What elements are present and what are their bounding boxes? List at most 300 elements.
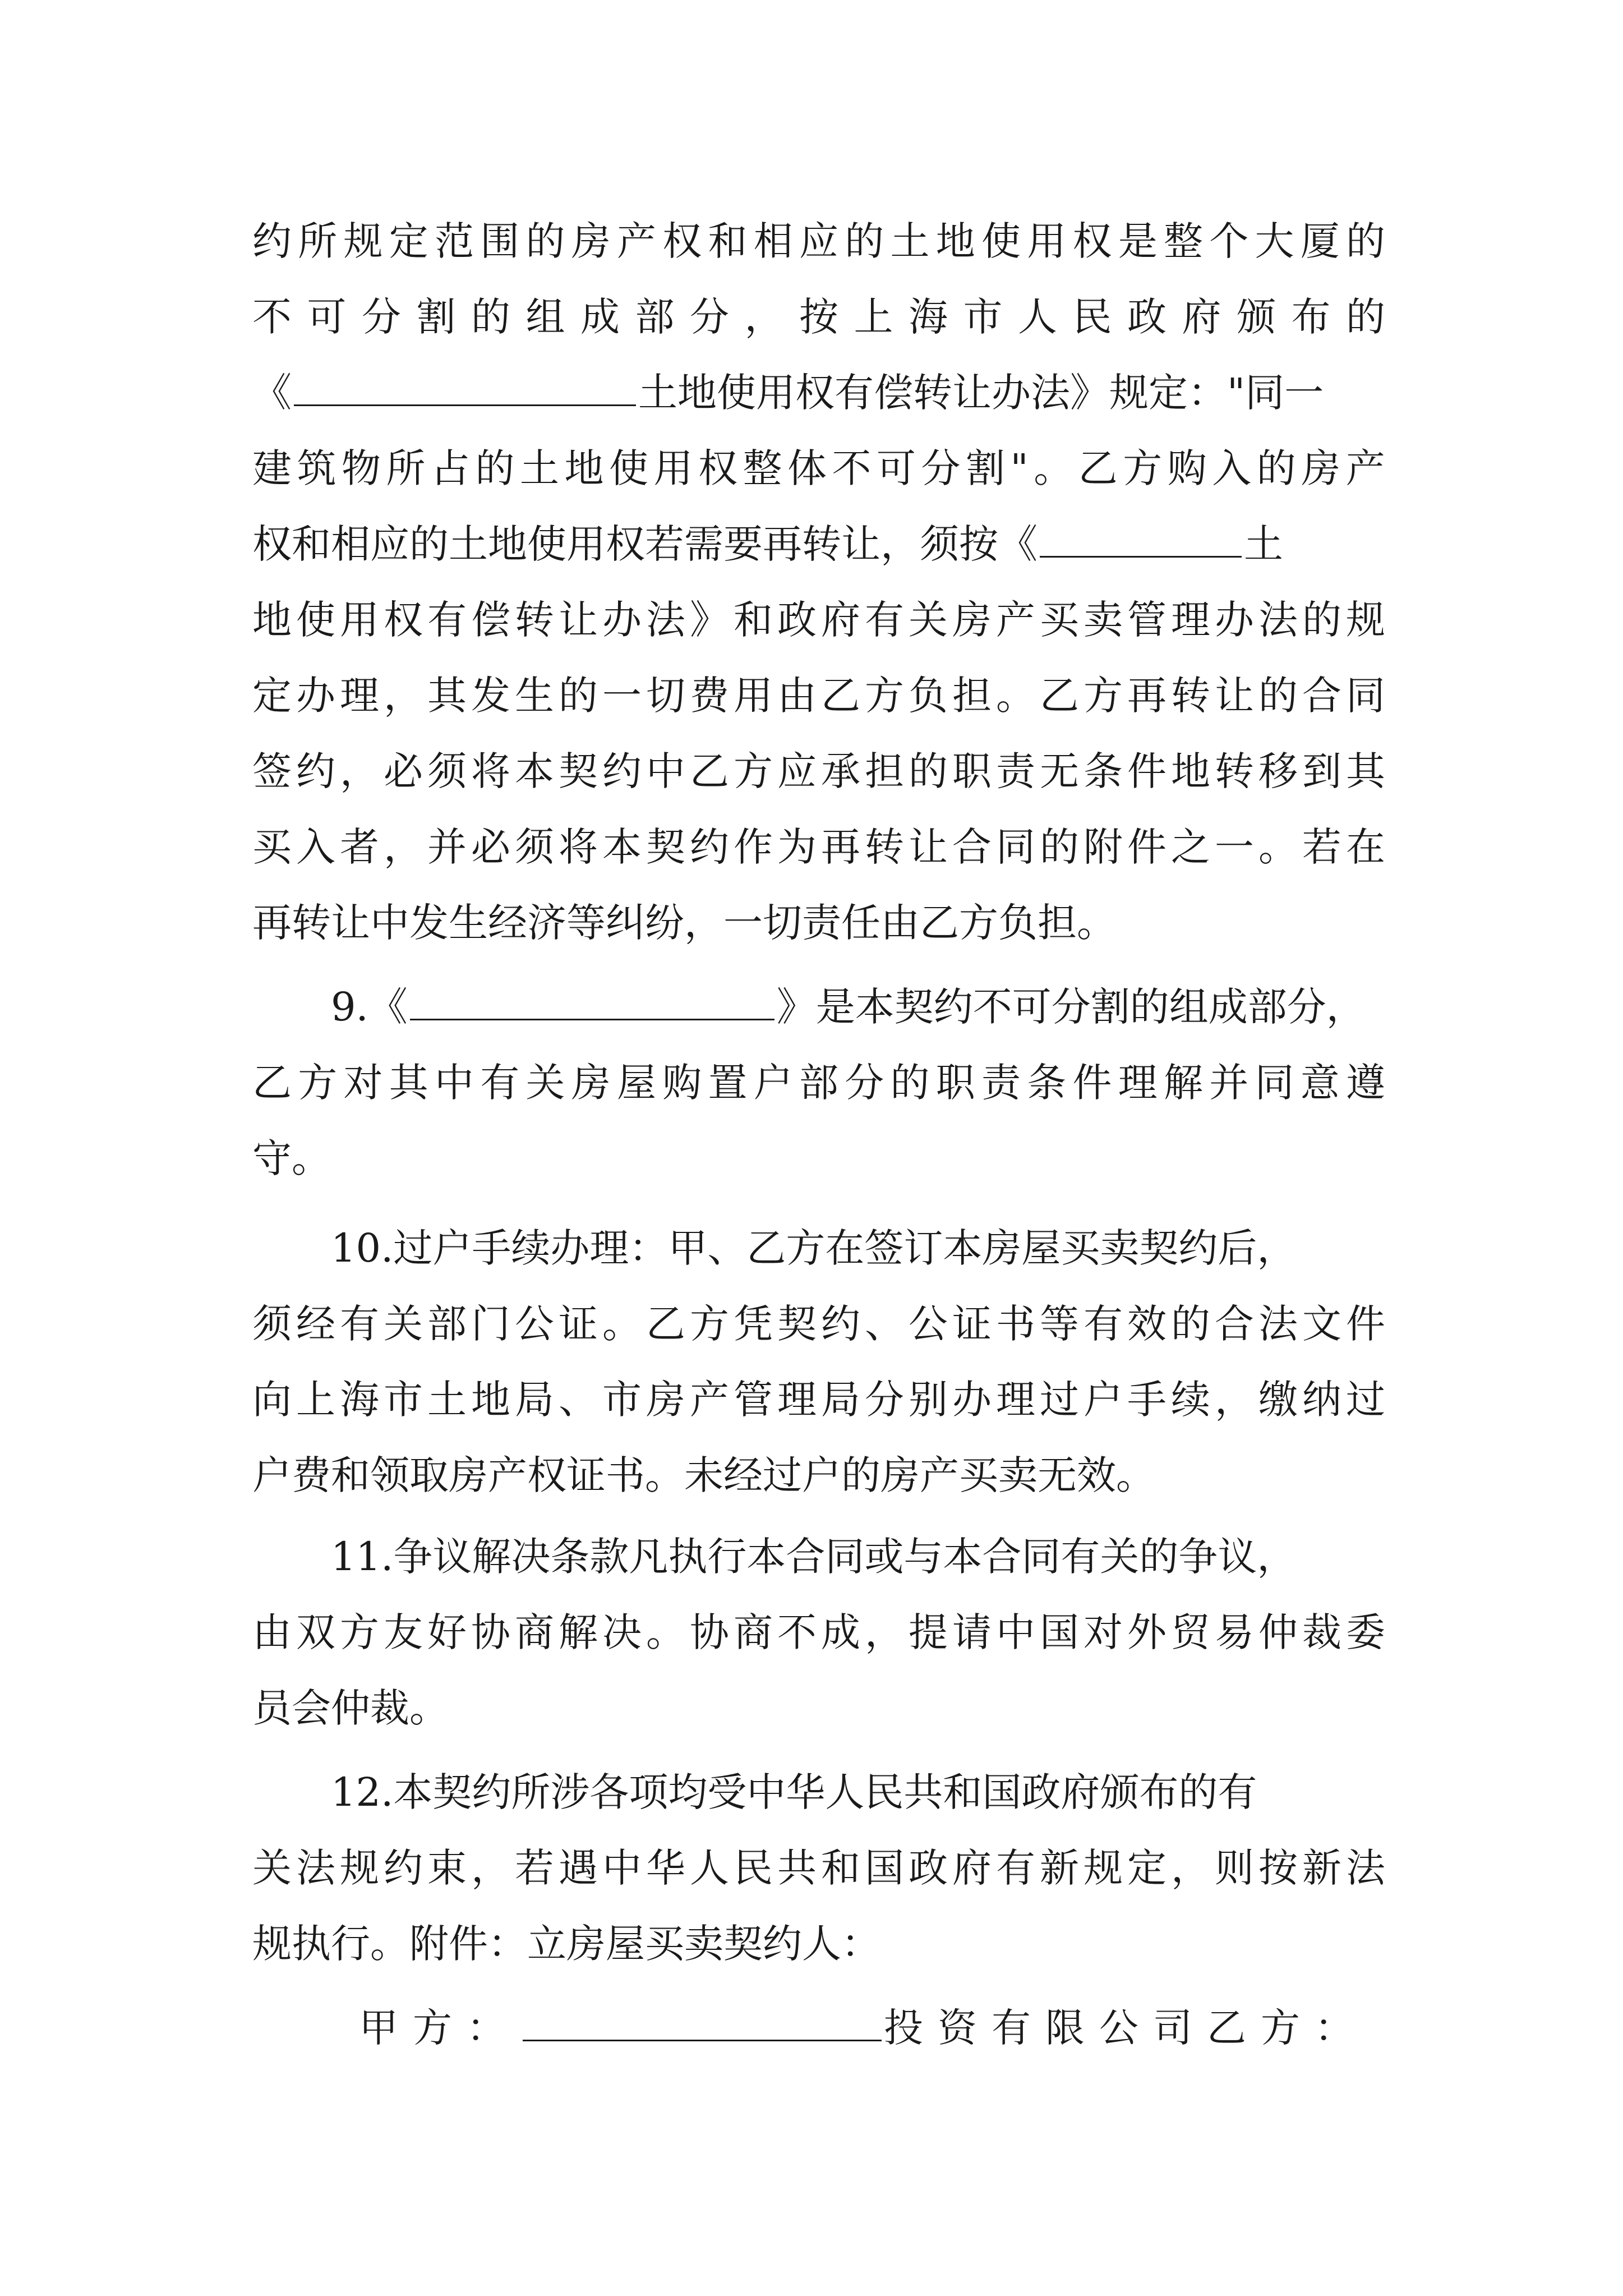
glyph: 让 — [1215, 673, 1254, 719]
glyph: 厦 — [1300, 218, 1340, 264]
signature-line — [359, 1994, 1385, 2062]
glyph: 部 — [799, 1060, 838, 1106]
clause-12: 12.本契约所涉各项均受中华人民共和国政府颁布的有 — [331, 1769, 1257, 1815]
glyph: 办 — [296, 673, 335, 719]
glyph: 裁 — [1302, 1609, 1341, 1655]
glyph: 证 — [952, 1301, 992, 1347]
glyph: 让 — [559, 597, 598, 643]
glyph: 入 — [296, 824, 335, 870]
glyph: ， — [744, 294, 784, 340]
glyph: 契 — [646, 824, 685, 870]
glyph: 效 — [1127, 1301, 1166, 1347]
glyph: 和 — [821, 1845, 860, 1891]
glyph: 的 — [1346, 294, 1385, 340]
text-line-7 — [252, 662, 1385, 729]
glyph: 有 — [1083, 1301, 1123, 1347]
glyph: 产 — [1345, 445, 1385, 491]
glyph: 法 — [646, 597, 685, 643]
glyph: 户 — [753, 1060, 793, 1106]
glyph: 件 — [1072, 1060, 1112, 1106]
glyph: 束 — [427, 1845, 467, 1891]
glyph: 的 — [1256, 445, 1296, 491]
glyph: 并 — [1209, 1060, 1249, 1106]
glyph: 局 — [821, 1377, 860, 1423]
glyph: 转 — [865, 824, 904, 870]
glyph: 本 — [602, 824, 642, 870]
glyph: 发 — [471, 673, 510, 719]
glyph: 共 — [777, 1845, 817, 1891]
glyph: 户 — [1083, 1377, 1123, 1423]
glyph: 再 — [821, 824, 860, 870]
glyph: 土 — [520, 445, 559, 491]
glyph: 海 — [340, 1377, 379, 1423]
text-line-10: 再转让中发生经济等纠纷，一切责任由乙方负担。 — [252, 900, 1116, 946]
glyph: 物 — [342, 445, 381, 491]
glyph: 乙 — [252, 1060, 292, 1106]
glyph: 担 — [952, 673, 992, 719]
glyph: 整 — [1164, 218, 1203, 264]
glyph: 的 — [525, 218, 565, 264]
glyph: ， — [384, 673, 423, 719]
glyph: 用 — [1027, 218, 1067, 264]
glyph: 若 — [1302, 824, 1341, 870]
glyph: 应 — [777, 748, 817, 794]
glyph: 解 — [559, 1609, 598, 1655]
text-segment: 土地使用权有偿转让办法》规定："同一 — [638, 370, 1324, 416]
glyph: 相 — [753, 218, 793, 264]
glyph: 遇 — [559, 1845, 598, 1891]
glyph: 用 — [734, 673, 773, 719]
glyph: 部 — [635, 294, 675, 340]
text-segment: 《 — [252, 370, 292, 416]
glyph: 办 — [1215, 597, 1254, 643]
glyph: 范 — [435, 218, 474, 264]
text-segment: 9.《 — [331, 984, 408, 1030]
glyph: 担 — [865, 748, 904, 794]
glyph: 约 — [602, 748, 642, 794]
glyph: 的 — [471, 294, 510, 340]
glyph: 房 — [1301, 445, 1341, 491]
glyph: " — [1010, 445, 1029, 491]
glyph: 规 — [340, 1845, 379, 1891]
glyph: 书 — [996, 1301, 1035, 1347]
text-segment: 投资有限公司乙方： — [884, 2005, 1368, 2051]
text-line-19 — [252, 1599, 1385, 1666]
glyph: 向 — [252, 1377, 292, 1423]
glyph: 承 — [821, 748, 860, 794]
glyph: 对 — [1083, 1609, 1123, 1655]
glyph: 地 — [564, 445, 604, 491]
glyph: 合 — [952, 824, 992, 870]
glyph: 门 — [471, 1301, 510, 1347]
glyph: 布 — [1291, 294, 1331, 340]
glyph: 乙 — [690, 748, 729, 794]
glyph: 之 — [1171, 824, 1210, 870]
glyph: 协 — [690, 1609, 729, 1655]
glyph: 上 — [854, 294, 893, 340]
clause-10: 10.过户手续办理：甲、乙方在签订本房屋买卖契约后， — [331, 1225, 1297, 1271]
glyph: 方 — [340, 1609, 379, 1655]
glyph: 府 — [821, 597, 860, 643]
glyph: 产 — [996, 597, 1035, 643]
glyph: 作 — [734, 824, 773, 870]
glyph: 。 — [1034, 445, 1073, 491]
glyph: 有 — [427, 597, 467, 643]
glyph: 公 — [909, 1301, 948, 1347]
glyph: 不 — [832, 445, 872, 491]
glyph: 权 — [698, 445, 737, 491]
glyph: 偿 — [471, 597, 510, 643]
glyph: 外 — [1127, 1609, 1166, 1655]
glyph: 中 — [602, 1845, 642, 1891]
glyph: 是 — [1118, 218, 1158, 264]
glyph: 同 — [1255, 1060, 1294, 1106]
glyph: 必 — [384, 748, 423, 794]
fill-in-blank — [410, 979, 774, 1020]
text-segment: 权和相应的土地使用权若需要再转让，须按《 — [252, 521, 1038, 567]
glyph: 在 — [1346, 824, 1385, 870]
glyph: 。 — [602, 1301, 642, 1347]
glyph: 购 — [662, 1060, 702, 1106]
glyph: 华 — [646, 1845, 685, 1891]
glyph: 商 — [515, 1609, 554, 1655]
glyph: 应 — [799, 218, 838, 264]
text-line-22 — [252, 1834, 1385, 1902]
glyph: 部 — [427, 1301, 467, 1347]
glyph: 转 — [1215, 748, 1254, 794]
glyph: 好 — [427, 1609, 467, 1655]
glyph: 人 — [690, 1845, 729, 1891]
glyph: 过 — [1346, 1377, 1385, 1423]
glyph: 颁 — [1237, 294, 1276, 340]
glyph: 和 — [708, 218, 748, 264]
glyph: 决 — [602, 1609, 642, 1655]
glyph: 定 — [1127, 1845, 1166, 1891]
glyph: 用 — [653, 445, 693, 491]
glyph: 分 — [362, 294, 401, 340]
glyph: 的 — [1258, 673, 1298, 719]
glyph: 须 — [427, 748, 467, 794]
glyph: 定 — [252, 673, 292, 719]
text-line-8 — [252, 738, 1385, 805]
text-line-1 — [252, 208, 1385, 275]
glyph: 市 — [963, 294, 1003, 340]
glyph: ， — [1215, 1377, 1254, 1423]
glyph: 约 — [296, 748, 335, 794]
glyph: 件 — [1127, 748, 1166, 794]
glyph: 购 — [1167, 445, 1207, 491]
glyph: 约 — [690, 824, 729, 870]
glyph: 。 — [1258, 824, 1298, 870]
glyph: 和 — [734, 597, 773, 643]
glyph: 、 — [559, 1377, 598, 1423]
glyph: ， — [1171, 1845, 1210, 1891]
glyph: 合 — [1302, 673, 1341, 719]
glyph: 土 — [890, 218, 930, 264]
glyph: 关 — [384, 1301, 423, 1347]
glyph: 转 — [1171, 673, 1210, 719]
text-line-12 — [252, 1049, 1385, 1116]
glyph: 无 — [1040, 748, 1079, 794]
glyph: 有 — [865, 597, 904, 643]
glyph: 成 — [821, 1609, 860, 1655]
glyph: 附 — [1083, 824, 1123, 870]
glyph: 房 — [952, 597, 992, 643]
glyph: 办 — [602, 597, 642, 643]
glyph: 对 — [343, 1060, 383, 1106]
glyph: 府 — [1182, 294, 1221, 340]
glyph: 解 — [1164, 1060, 1203, 1106]
glyph: 规 — [343, 218, 383, 264]
glyph: 乙 — [821, 673, 860, 719]
glyph: 地 — [1171, 748, 1210, 794]
glyph: 必 — [471, 824, 510, 870]
glyph: 证 — [559, 1301, 598, 1347]
glyph: 协 — [471, 1609, 510, 1655]
text-line-16 — [252, 1366, 1385, 1433]
glyph: 方 — [690, 1301, 729, 1347]
glyph: 房 — [571, 218, 611, 264]
glyph: 到 — [1302, 748, 1341, 794]
glyph: 的 — [559, 673, 598, 719]
glyph: 友 — [384, 1609, 423, 1655]
glyph: 海 — [909, 294, 948, 340]
glyph: 等 — [1040, 1301, 1079, 1347]
glyph: 的 — [1302, 597, 1341, 643]
text-segment: 甲方： — [359, 2005, 520, 2051]
glyph: 办 — [952, 1377, 992, 1423]
glyph: 由 — [252, 1609, 292, 1655]
glyph: 新 — [1040, 1845, 1079, 1891]
text-line-20: 员会仲裁。 — [252, 1685, 449, 1731]
glyph: 须 — [515, 824, 554, 870]
text-line-5 — [252, 510, 1385, 578]
glyph: 国 — [1040, 1609, 1079, 1655]
glyph: 管 — [734, 1377, 773, 1423]
glyph: 不 — [777, 1609, 817, 1655]
glyph: 并 — [427, 824, 467, 870]
text-line-23: 规执行。附件：立房屋买卖契约人： — [252, 1921, 880, 1967]
text-line-17: 户费和领取房产权证书。未经过户的房产买卖无效。 — [252, 1452, 1155, 1498]
glyph: 将 — [471, 748, 510, 794]
glyph: 遵 — [1346, 1060, 1385, 1106]
glyph: 生 — [515, 673, 554, 719]
glyph: 一 — [602, 673, 642, 719]
glyph: 乙 — [1078, 445, 1118, 491]
text-segment: 》是本契约不可分割的组成部分， — [776, 984, 1366, 1030]
glyph: 契 — [559, 748, 598, 794]
fill-in-blank — [1040, 517, 1242, 558]
glyph: 市 — [602, 1377, 642, 1423]
glyph: 个 — [1209, 218, 1249, 264]
clause-9 — [331, 973, 1385, 1041]
glyph: 人 — [1018, 294, 1057, 340]
glyph: 条 — [1027, 1060, 1067, 1106]
glyph: 关 — [525, 1060, 565, 1106]
glyph: 产 — [617, 218, 656, 264]
glyph: 签 — [252, 748, 292, 794]
glyph: 须 — [252, 1301, 292, 1347]
glyph: 职 — [935, 1060, 975, 1106]
glyph: 体 — [787, 445, 827, 491]
text-line-13: 守。 — [252, 1135, 331, 1181]
glyph: 新 — [1302, 1845, 1341, 1891]
glyph: 若 — [515, 1845, 554, 1891]
glyph: 组 — [525, 294, 565, 340]
glyph: 割 — [416, 294, 456, 340]
glyph: 中 — [435, 1060, 474, 1106]
text-line-6 — [252, 586, 1385, 654]
glyph: 上 — [296, 1377, 335, 1423]
glyph: 规 — [1346, 597, 1385, 643]
glyph: 》 — [690, 597, 729, 643]
glyph: 占 — [431, 445, 470, 491]
glyph: 移 — [1258, 748, 1298, 794]
glyph: 经 — [296, 1301, 335, 1347]
glyph: 负 — [909, 673, 948, 719]
fill-in-blank — [523, 2000, 882, 2041]
glyph: 的 — [1171, 1301, 1210, 1347]
glyph: 同 — [1346, 673, 1385, 719]
glyph: 方 — [734, 748, 773, 794]
glyph: ， — [340, 748, 379, 794]
glyph: 方 — [1123, 445, 1163, 491]
glyph: 所 — [298, 218, 338, 264]
glyph: 房 — [571, 1060, 611, 1106]
glyph: 其 — [1346, 748, 1385, 794]
glyph: 使 — [296, 597, 335, 643]
glyph: 局 — [515, 1377, 554, 1423]
glyph: 屋 — [617, 1060, 656, 1106]
glyph: 文 — [1302, 1301, 1341, 1347]
glyph: 贸 — [1171, 1609, 1210, 1655]
glyph: 件 — [1346, 1301, 1385, 1347]
glyph: 定 — [389, 218, 428, 264]
glyph: 者 — [340, 824, 379, 870]
text-line-9 — [252, 813, 1385, 881]
glyph: 用 — [340, 597, 379, 643]
glyph: 同 — [996, 824, 1035, 870]
glyph: 约 — [252, 218, 292, 264]
glyph: 地 — [252, 597, 292, 643]
glyph: 缴 — [1258, 1377, 1298, 1423]
text-line-15 — [252, 1290, 1385, 1358]
glyph: 不 — [252, 294, 292, 340]
glyph: 地 — [471, 1377, 510, 1423]
glyph: 责 — [981, 1060, 1021, 1106]
glyph: 所 — [386, 445, 426, 491]
glyph: 产 — [690, 1377, 729, 1423]
text-line-2 — [252, 283, 1385, 351]
glyph: 法 — [1258, 597, 1298, 643]
glyph: 规 — [1083, 1845, 1123, 1891]
glyph: 本 — [515, 748, 554, 794]
glyph: 政 — [909, 1845, 948, 1891]
glyph: 权 — [384, 597, 423, 643]
glyph: 其 — [427, 673, 467, 719]
glyph: 的 — [845, 218, 884, 264]
glyph: 的 — [1346, 218, 1385, 264]
glyph: 约 — [821, 1301, 860, 1347]
glyph: 为 — [777, 824, 817, 870]
glyph: 割 — [966, 445, 1005, 491]
glyph: 委 — [1346, 1609, 1385, 1655]
glyph: 法 — [296, 1845, 335, 1891]
glyph: 政 — [777, 597, 817, 643]
glyph: 转 — [515, 597, 554, 643]
glyph: 有 — [996, 1845, 1035, 1891]
glyph: 理 — [1171, 597, 1210, 643]
glyph: 则 — [1215, 1845, 1254, 1891]
glyph: 约 — [384, 1845, 423, 1891]
glyph: 的 — [909, 748, 948, 794]
glyph: 法 — [1346, 1845, 1385, 1891]
glyph: 过 — [1040, 1377, 1079, 1423]
glyph: 建 — [252, 445, 292, 491]
glyph: 由 — [777, 673, 817, 719]
glyph: 按 — [1258, 1845, 1298, 1891]
glyph: 方 — [865, 673, 904, 719]
text-line-4 — [252, 435, 1385, 502]
glyph: 买 — [252, 824, 292, 870]
glyph: 分 — [921, 445, 961, 491]
glyph: 请 — [952, 1609, 992, 1655]
clause-11: 11.争议解决条款凡执行本合同或与本合同有关的争议， — [331, 1534, 1297, 1580]
glyph: 契 — [777, 1301, 817, 1347]
fill-in-blank — [294, 365, 636, 406]
glyph: 方 — [298, 1060, 338, 1106]
glyph: 一 — [1215, 824, 1254, 870]
glyph: 公 — [515, 1301, 554, 1347]
glyph: 双 — [296, 1609, 335, 1655]
glyph: 成 — [580, 294, 620, 340]
glyph: 使 — [609, 445, 648, 491]
glyph: 入 — [1212, 445, 1252, 491]
glyph: 使 — [981, 218, 1021, 264]
glyph: 纳 — [1302, 1377, 1341, 1423]
glyph: 关 — [909, 597, 948, 643]
glyph: 民 — [734, 1845, 773, 1891]
glyph: 条 — [1083, 748, 1123, 794]
glyph: 仲 — [1258, 1609, 1298, 1655]
glyph: 理 — [996, 1377, 1035, 1423]
glyph: 中 — [996, 1609, 1035, 1655]
glyph: 民 — [1072, 294, 1112, 340]
glyph: 卖 — [1083, 597, 1123, 643]
glyph: 件 — [1127, 824, 1166, 870]
glyph: 的 — [475, 445, 515, 491]
glyph: ， — [865, 1609, 904, 1655]
glyph: 商 — [734, 1609, 773, 1655]
glyph: 职 — [952, 748, 992, 794]
glyph: 乙 — [1040, 673, 1079, 719]
glyph: 权 — [662, 218, 702, 264]
glyph: 府 — [952, 1845, 992, 1891]
glyph: 房 — [646, 1377, 685, 1423]
glyph: 置 — [708, 1060, 748, 1106]
glyph: 理 — [1118, 1060, 1158, 1106]
glyph: 费 — [690, 673, 729, 719]
glyph: 乙 — [646, 1301, 685, 1347]
glyph: 可 — [307, 294, 347, 340]
glyph: 意 — [1300, 1060, 1340, 1106]
glyph: 按 — [799, 294, 838, 340]
glyph: 国 — [865, 1845, 904, 1891]
glyph: 有 — [480, 1060, 520, 1106]
glyph: 再 — [1127, 673, 1166, 719]
glyph: 土 — [427, 1377, 467, 1423]
glyph: 理 — [340, 673, 379, 719]
